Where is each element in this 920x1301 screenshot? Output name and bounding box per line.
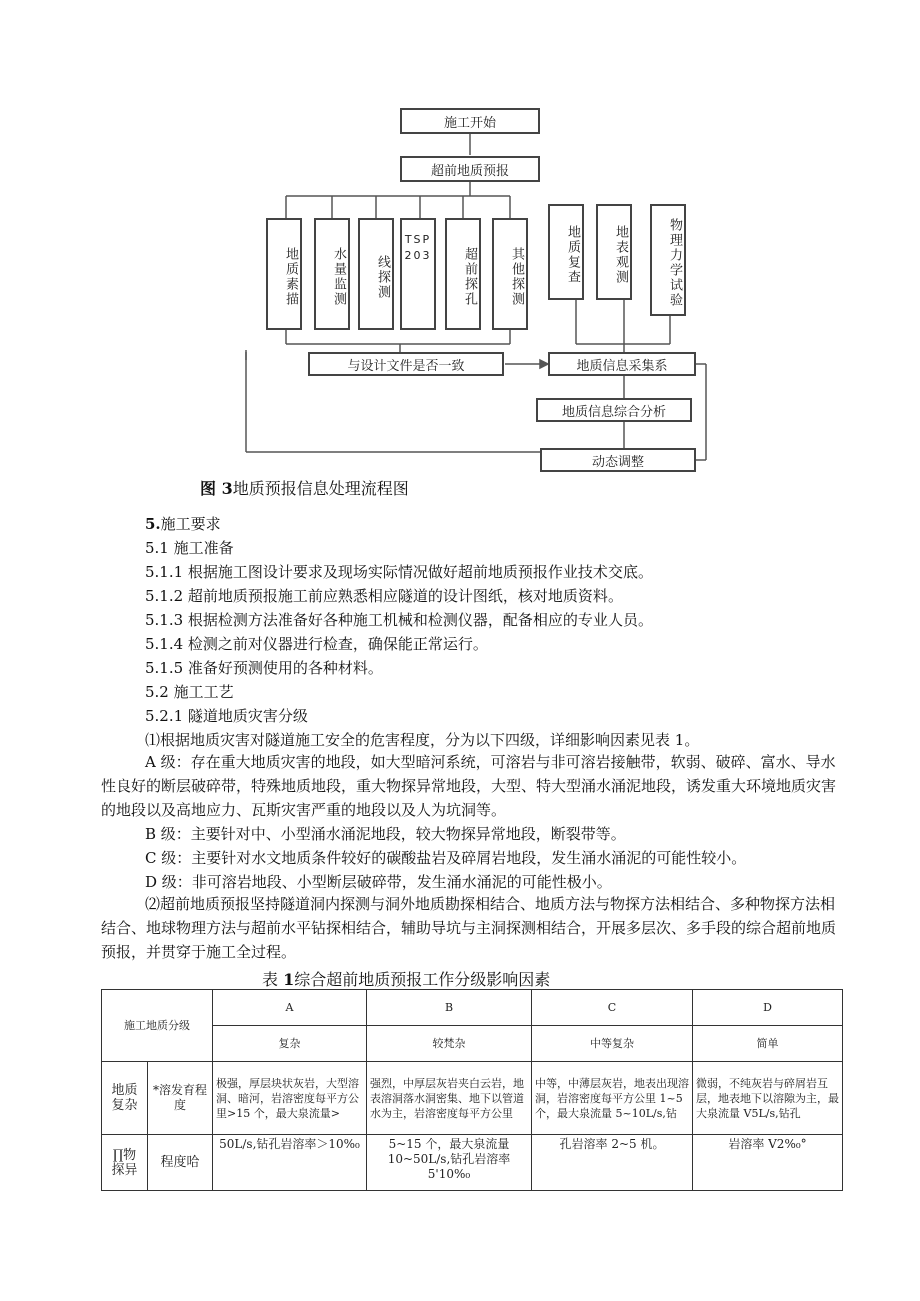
table-title-number: 1 bbox=[283, 970, 295, 989]
flow-method-9 bbox=[650, 204, 686, 316]
table-row-karst bbox=[102, 1062, 843, 1135]
flow-forecast-label: 超前地质预报 bbox=[430, 163, 509, 179]
table-complexity-d: 简单 bbox=[693, 1026, 843, 1062]
table-complexity-c: 中等复杂 bbox=[532, 1026, 693, 1062]
flow-method-3-label: 线探测 bbox=[375, 254, 390, 300]
flow-method-2 bbox=[314, 218, 350, 330]
table-complexity-a: 复杂 bbox=[213, 1026, 367, 1062]
table-row2-label-left-text: ∏物探异 bbox=[111, 1147, 138, 1178]
table-cell-a: 极强，厚层块状灰岩，大型溶洞、暗河，岩溶密度每平方公里>15 个，最大泉流量> bbox=[213, 1062, 367, 1135]
section-5-1-4: 5.1.4 检测之前对仪器进行检查，确保能正常运行。 bbox=[145, 635, 488, 653]
table-complexity-b: 较梵杂 bbox=[367, 1026, 532, 1062]
flow-analysis-label: 地质信息综合分析 bbox=[561, 404, 666, 420]
table-cell2-d: 岩溶率 V2%₀° bbox=[693, 1135, 843, 1191]
flow-method-4 bbox=[400, 218, 436, 330]
table-cell-d: 微弱，不纯灰岩与碎屑岩互层，地表地下以溶隙为主，最大泉流量 V5L∕s,钻孔 bbox=[693, 1062, 843, 1135]
flow-method-2-label: 水量监测 bbox=[331, 247, 346, 307]
flow-start-box bbox=[400, 108, 540, 134]
flow-method-5-label: 超前探孔 bbox=[462, 247, 477, 307]
table-cell-b: 强烈，中厚层灰岩夹白云岩，地表溶洞落水洞密集、地下以管道水为主，岩溶密度每平方公里 bbox=[367, 1062, 532, 1135]
flow-method-4-label: TSP203 bbox=[404, 233, 432, 262]
table-cell2-b: 5~15 个，最大泉流量 10~50L∕s,钻孔岩溶率 5'10%₀ bbox=[367, 1135, 532, 1191]
table-cell2-c: 孔岩溶率 2~5 机。 bbox=[532, 1135, 693, 1191]
flow-method-1 bbox=[266, 218, 302, 330]
table-grade-d: D bbox=[693, 990, 843, 1026]
section-5-1-5: 5.1.5 准备好预测使用的各种材料。 bbox=[145, 659, 383, 677]
section-5-1-1: 5.1.1 根据施工图设计要求及现场实际情况做好超前地质预报作业技术交底。 bbox=[145, 563, 653, 581]
table-title-text: 综合超前地质预报工作分级影响因素 bbox=[294, 970, 551, 989]
flow-consistent-label: 与设计文件是否一致 bbox=[347, 358, 465, 374]
table-row2-label-mid bbox=[148, 1135, 213, 1191]
table-row-label-left bbox=[102, 1062, 148, 1135]
section-5-number: 5. bbox=[145, 515, 161, 533]
section-5-1-3: 5.1.3 根据检测方法准备好各种施工机械和检测仪器，配备相应的专业人员。 bbox=[145, 611, 653, 629]
section-5-2-1: 5.2.1 隧道地质灾害分级 bbox=[145, 707, 308, 725]
flow-method-8-label: 地表观测 bbox=[613, 225, 628, 285]
paragraph-grade-d: D 级：非可溶岩地段、小型断层破碎带，发生涌水涌泥的可能性极小。 bbox=[145, 873, 612, 891]
table-grade-b: B bbox=[367, 990, 532, 1026]
flow-forecast-box bbox=[400, 156, 540, 182]
section-5-1-2: 5.1.2 超前地质预报施工前应熟悉相应隧道的设计图纸，核对地质资料。 bbox=[145, 587, 623, 605]
table-grade-c: C bbox=[532, 990, 693, 1026]
flow-adjust-box bbox=[540, 448, 696, 472]
paragraph-grade-a: A 级：存在重大地质灾害的地段，如大型暗河系统，可溶岩与非可溶岩接触带，软弱、破碎、富水、导水性良好的断层破碎带，特殊地质地段，重大物探异常地段，大型、特大型涌水涌泥地段，诱发重大环境地质灾害的地段以及高地应力、瓦斯灾害严重的地段以及人为坑洞等。 bbox=[101, 753, 837, 819]
table-cell2-a: 50L∕s,钻孔岩溶率＞10%₀ bbox=[213, 1135, 367, 1191]
flow-consistent-box bbox=[308, 352, 504, 376]
flow-method-6-label: 其他探测 bbox=[509, 247, 524, 307]
flow-method-7 bbox=[548, 204, 584, 300]
table-row2-label-left bbox=[102, 1135, 148, 1191]
flow-collect-label: 地质信息采集系 bbox=[576, 358, 668, 374]
paragraph-grade-c: C 级：主要针对水文地质条件较好的碳酸盐岩及碎屑岩地段，发生涌水涌泥的可能性较小。 bbox=[145, 849, 747, 867]
section-5-2: 5.2 施工工艺 bbox=[145, 683, 234, 701]
section-5-1: 5.1 施工准备 bbox=[145, 539, 234, 557]
table-header-label: 施工地质分级 bbox=[102, 990, 213, 1062]
table-title-prefix: 表 bbox=[262, 970, 284, 989]
flow-method-8 bbox=[596, 204, 632, 300]
figure-number: 图 3 bbox=[200, 479, 233, 498]
figure-caption bbox=[200, 476, 500, 499]
flow-adjust-label: 动态调整 bbox=[591, 454, 644, 470]
flow-method-5 bbox=[445, 218, 481, 330]
flowchart bbox=[240, 100, 710, 478]
table-row-label-left-text: 地质复杂 bbox=[111, 1083, 138, 1113]
flow-method-7-label: 地质复查 bbox=[565, 225, 580, 285]
table-title bbox=[262, 967, 550, 990]
paragraph-2: ⑵超前地质预报坚持隧道洞内探测与洞外地质勘探相结合、地质方法与物探方法相结合、多种物探方法相结合、地球物理方法与超前水平钻探相结合，辅助导坑与主洞探测相结合，开展多层次、多手段的综合超前地质预报，并贯穿于施工全过程。 bbox=[101, 895, 837, 961]
flow-collect-box bbox=[548, 352, 696, 376]
table-row-geophys bbox=[102, 1135, 843, 1191]
flow-method-3 bbox=[358, 218, 394, 330]
flow-start-label: 施工开始 bbox=[443, 115, 496, 131]
table-grade-a: A bbox=[213, 990, 367, 1026]
flow-method-6 bbox=[492, 218, 528, 330]
flow-analysis-box bbox=[536, 398, 692, 422]
table-header-row bbox=[102, 990, 843, 1026]
table-row2-label-mid-text: 程度哈 bbox=[160, 1155, 200, 1170]
table-complexity-row bbox=[102, 1026, 843, 1062]
table-cell-c: 中等，中薄层灰岩，地表出现溶洞，岩溶密度每平方公里 1~5 个，最大泉流量 5~10L∕s,钻 bbox=[532, 1062, 693, 1135]
table-row-label-mid bbox=[148, 1062, 213, 1135]
figure-title: 地质预报信息处理流程图 bbox=[232, 479, 409, 498]
section-5-title: 施工要求 bbox=[160, 515, 221, 533]
flow-method-9-label: 物理力学试验 bbox=[667, 218, 682, 308]
section-5-heading bbox=[145, 514, 221, 534]
table-row-label-mid-text: *溶发育程度 bbox=[152, 1083, 207, 1112]
paragraph-grade-b: B 级：主要针对中、小型涌水涌泥地段，较大物探异常地段，断裂带等。 bbox=[145, 825, 626, 843]
grading-table bbox=[101, 989, 843, 1191]
flow-method-1-label: 地质素描 bbox=[283, 247, 298, 307]
paragraph-1: ⑴根据地质灾害对隧道施工安全的危害程度，分为以下四级，详细影响因素见表 1。 bbox=[145, 731, 700, 749]
